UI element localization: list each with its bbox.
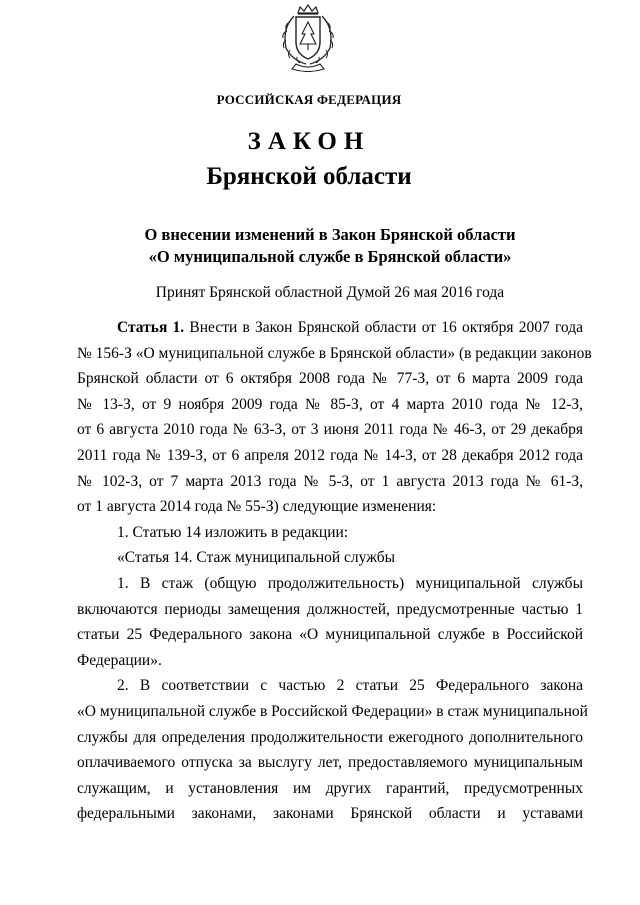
paragraph-line: № 156-З «О муниципальной службе в Брянской области» (в редакции законов xyxy=(77,344,592,362)
coat-of-arms-icon xyxy=(270,4,346,72)
law-subject xyxy=(0,224,640,268)
paragraph-line: «Статья 14. Стаж муниципальной службы xyxy=(117,549,396,567)
paragraph-line: 2. В соответствии с частью 2 статьи 25 Федерального закона xyxy=(117,677,583,695)
paragraph-line: федеральными законами, законами Брянской области и уставами xyxy=(77,805,583,823)
region-title: Брянской области xyxy=(206,163,412,190)
country-heading: РОССИЙСКАЯ ФЕДЕРАЦИЯ xyxy=(216,92,402,107)
paragraph-line: служащим, и установления им других гарантий, предусмотренных xyxy=(77,779,583,797)
adoption-date-line: Принят Брянской областной Думой 26 мая 2016 года xyxy=(155,284,505,301)
paragraph-line: статьи 25 Федерального закона «О муниципальной службе в Российской xyxy=(77,626,583,644)
paragraph-line xyxy=(77,315,583,341)
paragraph-line: № 102-З, от 7 марта 2013 года № 5-З, от 1 августа 2013 года № 61-З, xyxy=(77,472,583,490)
paragraph-line: Федерации». xyxy=(77,651,162,669)
article-label: Статья 1. xyxy=(117,319,185,336)
paragraph-line: оплачиваемого отпуска за выслугу лет, предоставляемого муниципальным xyxy=(77,754,583,772)
article-text: Внести в Закон Брянской области от 16 октября 2007 года xyxy=(189,319,583,336)
paragraph-line: 2011 года № 139-З, от 6 апреля 2012 года № 14-З, от 28 декабря 2012 года xyxy=(77,446,583,464)
paragraph-line: «О муниципальной службе в Российской Федерации» в стаж муниципальной xyxy=(77,702,588,720)
law-title: ЗАКОН xyxy=(247,128,371,155)
paragraph-line: № 13-З, от 9 ноября 2009 года № 85-З, от 4 марта 2010 года № 12-З, xyxy=(77,395,583,413)
law-subject-line: О внесении изменений в Закон Брянской области xyxy=(144,225,516,244)
paragraph-line: 1. Статью 14 изложить в редакции: xyxy=(117,523,349,541)
law-subject-line: «О муниципальной службе в Брянской области» xyxy=(148,247,512,266)
paragraph-line: включаются периоды замещения должностей, предусмотренные частью 1 xyxy=(77,600,583,618)
paragraph-line: от 1 августа 2014 года № 55-З) следующие изменения: xyxy=(77,498,437,516)
paragraph-line: службы для определения продолжительности ежегодного дополнительного xyxy=(77,728,583,746)
paragraph-line: 1. В стаж (общую продолжительность) муниципальной службы xyxy=(117,574,583,592)
paragraph-line: от 6 августа 2010 года № 63-З, от 3 июня 2011 года № 46-З, от 29 декабря xyxy=(77,421,583,439)
paragraph-line: Брянской области от 6 октября 2008 года № 77-З, от 6 марта 2009 года xyxy=(77,370,583,388)
law-body xyxy=(77,315,592,827)
